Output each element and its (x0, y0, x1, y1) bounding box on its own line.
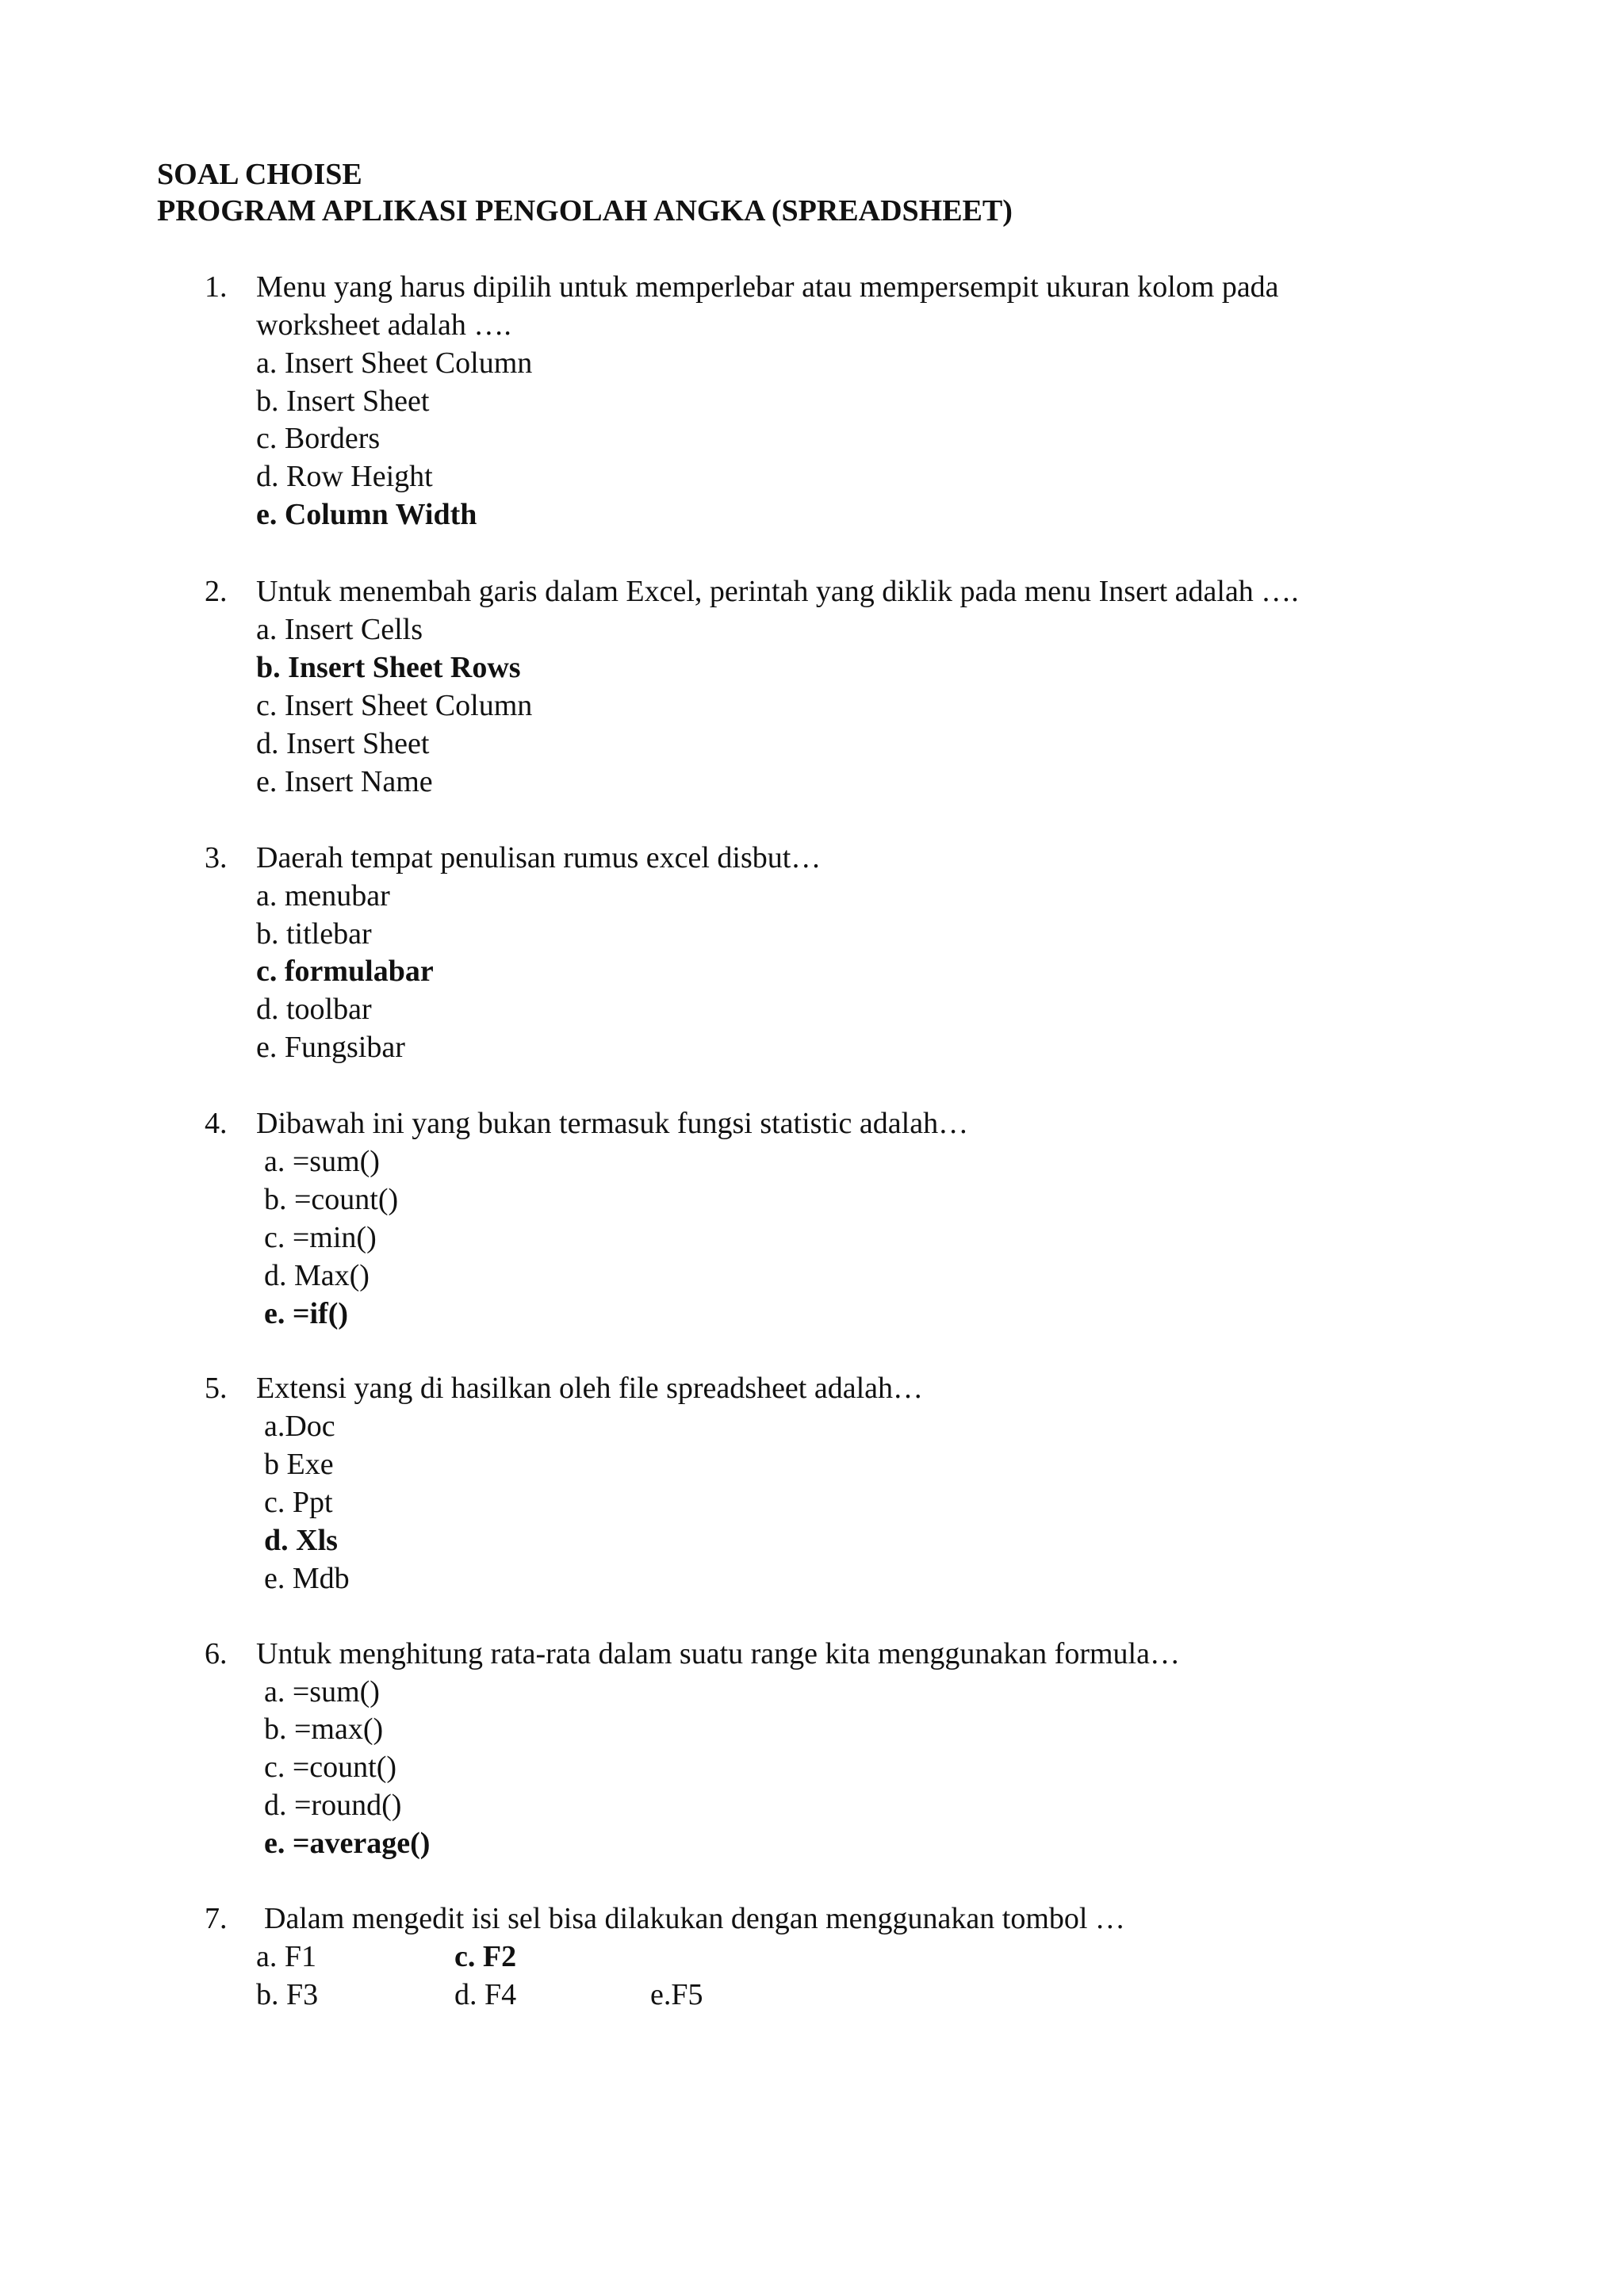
question-number: 6. (205, 1637, 228, 1670)
option-c: c. =min() (264, 1221, 377, 1254)
option-e-answer: e. =average() (264, 1827, 431, 1860)
option-b: b. F3 (256, 1978, 319, 2011)
option-e: e.F5 (650, 1978, 703, 2011)
option-e-answer: e. Column Width (256, 498, 477, 531)
document-title: SOAL CHOISE (157, 158, 362, 191)
option-b-answer: b. Insert Sheet Rows (256, 651, 521, 684)
option-b: b. =max() (264, 1712, 384, 1746)
question-number: 7. (205, 1902, 228, 1935)
option-c: c. Borders (256, 422, 381, 455)
option-d-answer: d. Xls (264, 1524, 338, 1557)
option-b: b. =count() (264, 1183, 399, 1216)
question-number: 1. (205, 270, 228, 304)
option-a: a. =sum() (264, 1675, 380, 1709)
option-b: b Exe (264, 1448, 334, 1481)
option-d: d. F4 (454, 1978, 517, 2011)
question-text: Dalam mengedit isi sel bisa dilakukan dengan menggunakan tombol … (264, 1902, 1125, 1935)
option-a: a. Insert Cells (256, 613, 423, 646)
question-text: Dibawah ini yang bukan termasuk fungsi statistic adalah… (256, 1107, 969, 1140)
option-d: d. Insert Sheet (256, 727, 430, 760)
question-text: Menu yang harus dipilih untuk memperlebar atau mempersempit ukuran kolom pada (256, 270, 1279, 304)
question-text: Extensi yang di hasilkan oleh file spreadsheet adalah… (256, 1372, 924, 1405)
option-c: c. Ppt (264, 1486, 333, 1519)
option-e: e. Fungsibar (256, 1031, 405, 1064)
option-b: b. Insert Sheet (256, 385, 430, 418)
option-d: d. toolbar (256, 993, 372, 1026)
option-d: d. Row Height (256, 460, 433, 493)
option-a: a. menubar (256, 879, 390, 913)
option-d: d. =round() (264, 1789, 402, 1822)
option-d: d. Max() (264, 1259, 370, 1292)
option-a: a. =sum() (264, 1145, 380, 1178)
question-text: Untuk menembah garis dalam Excel, perintah yang diklik pada menu Insert adalah …. (256, 575, 1299, 608)
option-c-answer: c. F2 (454, 1940, 517, 1973)
option-e: e. Insert Name (256, 765, 433, 798)
document-subtitle: PROGRAM APLIKASI PENGOLAH ANGKA (SPREADSHEET) (157, 194, 1013, 228)
option-e-answer: e. =if() (264, 1297, 349, 1330)
question-text-continued: worksheet adalah …. (256, 308, 511, 342)
question-number: 3. (205, 841, 228, 874)
option-c: c. Insert Sheet Column (256, 689, 533, 722)
question-number: 5. (205, 1372, 228, 1405)
option-c: c. =count() (264, 1751, 397, 1784)
option-a: a. F1 (256, 1940, 316, 1973)
question-number: 4. (205, 1107, 228, 1140)
option-a: a. Insert Sheet Column (256, 346, 533, 380)
option-c-answer: c. formulabar (256, 955, 434, 988)
option-e: e. Mdb (264, 1562, 350, 1595)
question-text: Daerah tempat penulisan rumus excel disbut… (256, 841, 822, 874)
option-b: b. titlebar (256, 917, 372, 951)
question-text: Untuk menghitung rata-rata dalam suatu range kita menggunakan formula… (256, 1637, 1180, 1670)
option-a: a.Doc (264, 1410, 335, 1443)
question-number: 2. (205, 575, 228, 608)
